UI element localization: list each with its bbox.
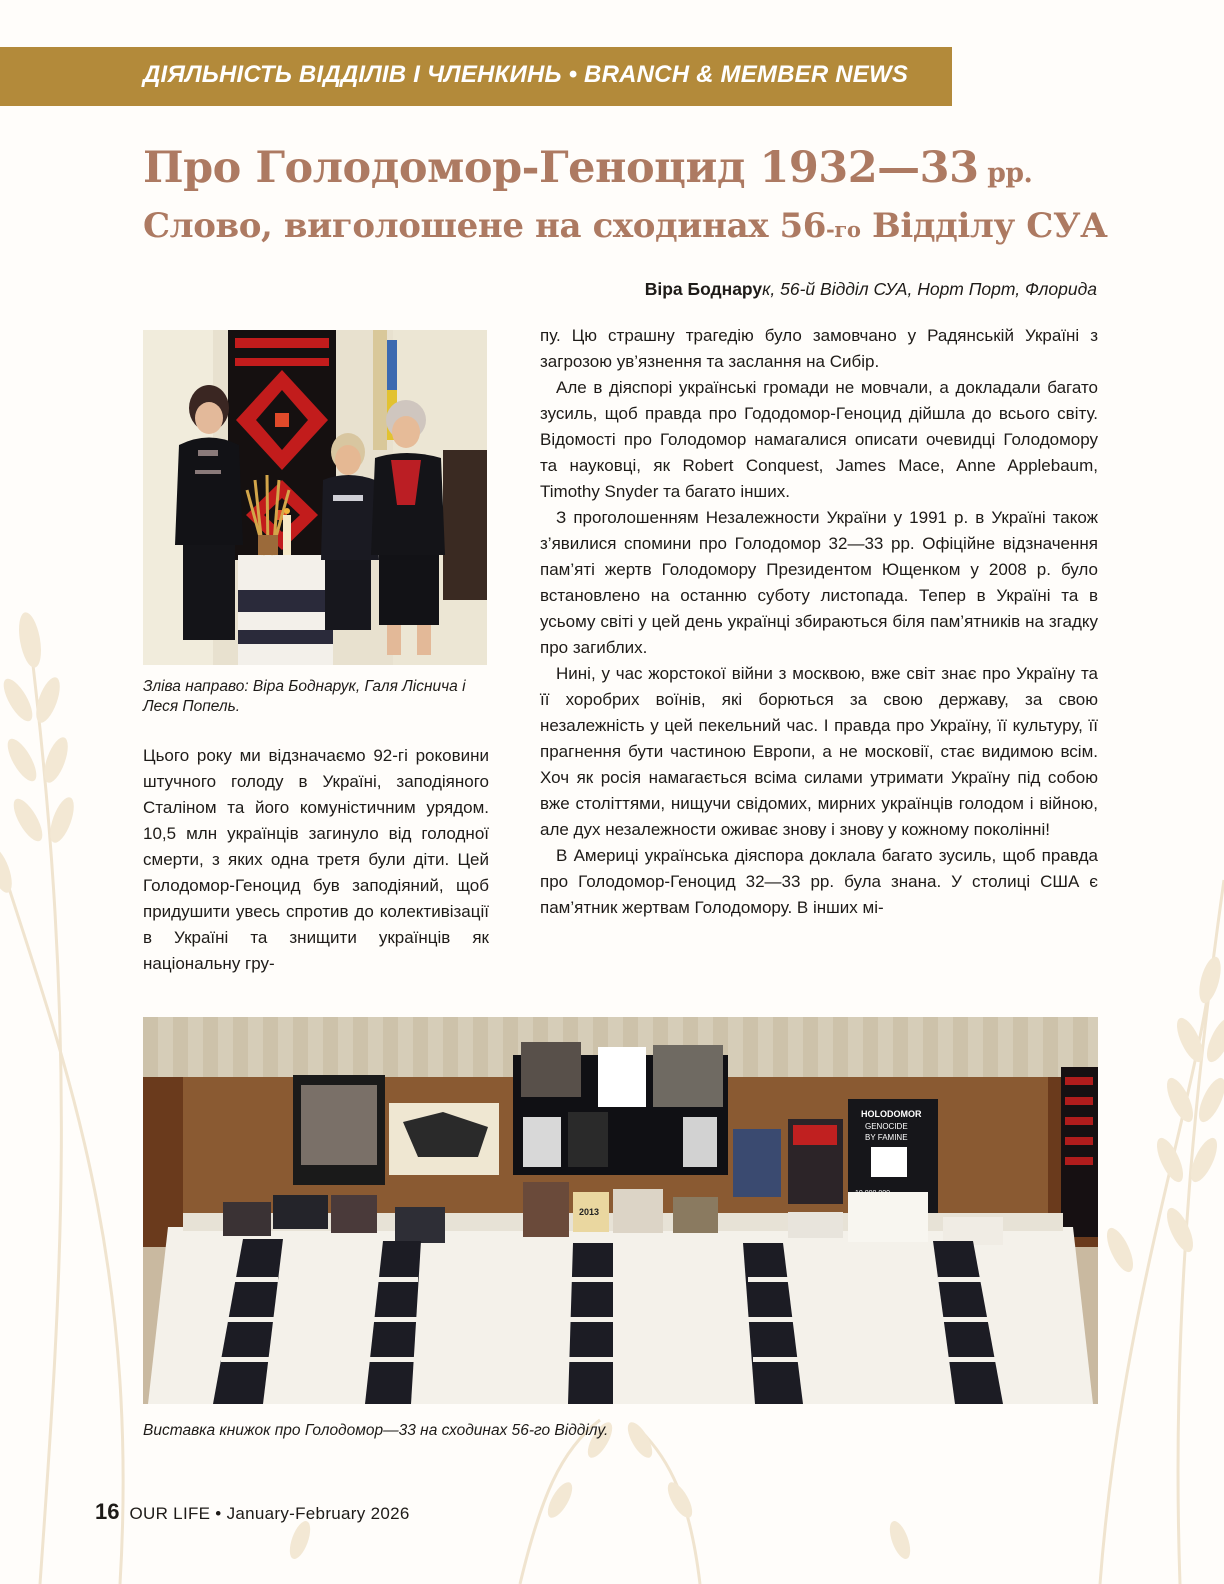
- right-column-text: [540, 323, 1098, 921]
- article-subtitle-after: Відділу СУА: [860, 206, 1108, 246]
- article-subtitle: [143, 202, 1143, 254]
- right-paragraph-3: З проголошенням Незалежности України у 1991 р. в Україні також з’явилися спомини про Голодомор 32—33 рр. Офіційне відзначення пам’яті жертв Голодомору Президентом Ющенком у 2008 р. було встановлено на останню суботу листопада. Тепер в Україні та в усьому світі у цей день українці збираються біля пам’ятників на згадку про загиблих.: [540, 508, 1098, 657]
- right-paragraph-4: Нині, у час жорстокої війни з москвою, вже світ знає про Україну та її хоробрих воїнів, які борються за свою державу, за свою незалежність у цей пекельний час. І правда про Україну, її культуру, її прагнення бути частиною Европи, а не московії, стає видимою всім. Хоч як росія намагається всіма силами утримати Україну під собою вже століттями, нищучи свідомих, мирних українців голодом і війною, але дух незалежности оживає знову і знову у кожному поколінні!: [540, 664, 1098, 839]
- article-subtitle-before: Слово, виголошене на сходинах 56: [143, 206, 827, 246]
- right-paragraph-2: Але в діяспорі українські громади не мовчали, а докладали багато зусиль, щоб правда про Гододомор-Геноцид дійшла до всього світу. Відомості про Голодомор намагалися описати очевидці Голодомору та науковці, як Robert Conquest, James Mace, Anne Applebaum, Timothy Snyder та багато інших.: [540, 378, 1098, 501]
- article-subtitle-small: -го: [826, 217, 861, 242]
- photo-bottom-caption: Виставка книжок про Голодомор—33 на сходинах 56-го Відділу.: [143, 1422, 609, 1439]
- article-byline: [400, 279, 1097, 300]
- photo-book-exhibition: [143, 1017, 1098, 1404]
- photo-three-women: [143, 330, 487, 665]
- poster-line-3: BY FAMINE: [865, 1133, 908, 1142]
- page-footer: [95, 1499, 410, 1525]
- poster-line-2: GENOCIDE: [865, 1122, 908, 1131]
- article-title-suffix: рр.: [978, 158, 1033, 189]
- section-header-band: [0, 47, 952, 106]
- book-year: 2013: [579, 1207, 600, 1217]
- byline-author: Віра Боднару: [644, 279, 763, 299]
- right-paragraph-1: пу. Цю страшну трагедію було замовчано у Радянській Україні з загрозою ув’язнення та заслання на Сибір.: [540, 326, 1098, 371]
- article-title-main: Про Голодомор-Геноцид 1932—33: [143, 143, 979, 193]
- poster-line-1: HOLODOMOR: [861, 1109, 922, 1119]
- article-headline: [143, 140, 1143, 254]
- byline-affiliation: к, 56-й Відділ СУА, Норт Порт, Флорида: [762, 279, 1097, 299]
- publication-info: OUR LIFE • January-February 2026: [129, 1504, 410, 1523]
- left-paragraph: Цього року ми відзначаємо 92-гі роковини штучного голоду в Україні, заподіяного Сталіном та його комуністичним урядом. 10,5 млн українців загинуло від голодної смерти, з яких одна третя були діти. Цей Голодомор-Геноцид був заподіяний, щоб придушити увесь спротив до колективізації в Україні та знищити українців як національну гру-: [143, 746, 489, 973]
- left-column-text: [143, 743, 489, 977]
- photo-top-caption: Зліва направо: Віра Боднарук, Галя Ліснича і Леся Попель.: [143, 678, 466, 715]
- section-title: ДІЯЛЬНІСТЬ ВІДДІЛІВ І ЧЛЕНКИНЬ • BRANCH & MEMBER NEWS: [143, 61, 909, 88]
- article-title: [143, 140, 1143, 202]
- right-paragraph-5: В Америці українська діяспора доклала багато зусиль, щоб правда про Голодомор-Геноцид 32—33 рр. була знана. У столиці США є пам’ятник жертвам Голодомору. В інших мі-: [540, 846, 1098, 917]
- page-number: 16: [95, 1499, 120, 1524]
